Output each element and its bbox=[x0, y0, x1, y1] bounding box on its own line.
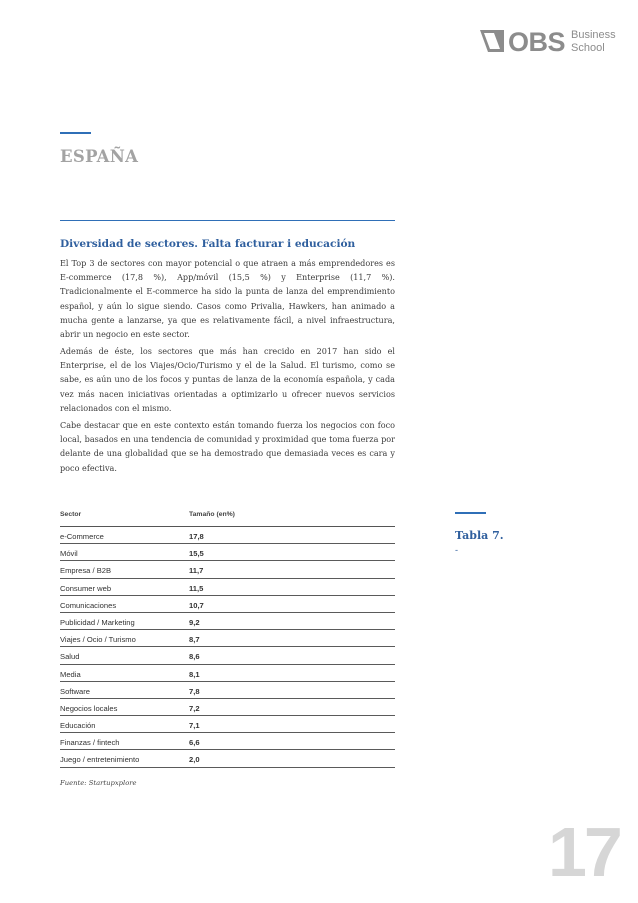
table-row bbox=[60, 716, 395, 733]
table-header-size: Tamaño (en%) bbox=[189, 511, 235, 518]
table-cell-sector: e-Commerce bbox=[60, 532, 104, 541]
table-cell-size: 9,2 bbox=[189, 617, 200, 627]
article-rule bbox=[60, 220, 395, 221]
article-paragraph-2: Además de éste, los sectores que más han crecido en 2017 han sido el Enterprise, el de los Viajes/Ocio/Turismo y el de la Salud. El turismo, como se sabe, es aún uno de los focos y puntas de lanza de la economía española, y cada vez más nacen iniciativas orientadas a optimizarlo u ofrecer nuevos servicios relacionados con el mismo. bbox=[60, 346, 395, 413]
table-cell-sector: Viajes / Ocio / Turismo bbox=[60, 635, 136, 645]
table-cell-size: 15,5 bbox=[189, 549, 204, 559]
table-cell-sector: Software bbox=[60, 686, 90, 696]
table-cell-sector: Educación bbox=[60, 721, 96, 731]
table-header-sector: Sector bbox=[60, 511, 82, 518]
obs-logo-icon bbox=[480, 30, 504, 52]
table-row bbox=[60, 527, 395, 544]
table-cell-sector: Publicidad / Marketing bbox=[60, 617, 135, 627]
logo-subtitle-line2: School bbox=[571, 42, 605, 54]
table-row bbox=[60, 699, 395, 716]
table-cell-size: 17,8 bbox=[189, 532, 204, 541]
table-label: Tabla 7. bbox=[455, 529, 504, 542]
table-row bbox=[60, 561, 395, 578]
table-row bbox=[60, 596, 395, 613]
article-paragraph-1: El Top 3 de sectores con mayor potencial o que atraen a más emprendedores es E-commerce (17,8 %), App/móvil (15,5 %) y Enterprise (11,7 %). Tradicionalmente el E-commerce ha sido la punta de lanza del emprendimiento español, y aún lo sigue siendo. Casos como Privalia, Hawkers, han animado a mucha gente a lanzarse, ya que es relativamente fácil, a nivel infraestructura, abrir un negocio en este sector. bbox=[60, 258, 395, 340]
table-row bbox=[60, 544, 395, 561]
table-source: Fuente: Startupxplore bbox=[60, 779, 137, 787]
table-row bbox=[60, 613, 395, 630]
table-cell-size: 10,7 bbox=[189, 600, 204, 610]
table-row bbox=[60, 682, 395, 699]
table-cell-sector: Móvil bbox=[60, 549, 78, 559]
table-cell-sector: Empresa / B2B bbox=[60, 566, 112, 576]
table-caption: - bbox=[455, 546, 459, 556]
table-cell-sector: Consumer web bbox=[60, 583, 112, 593]
table-row bbox=[60, 630, 395, 647]
section-title: ESPAÑA bbox=[60, 147, 139, 166]
table-cell-sector: Negocios locales bbox=[60, 703, 118, 713]
section-rule bbox=[60, 132, 91, 134]
table-label-rule bbox=[455, 512, 486, 514]
logo-subtitle bbox=[571, 29, 616, 55]
logo-subtitle-line1: Business bbox=[571, 29, 616, 41]
obs-logo bbox=[480, 24, 620, 64]
table-cell-size: 2,0 bbox=[189, 755, 200, 765]
table-cell-size: 7,1 bbox=[189, 721, 200, 731]
page-number: 17 bbox=[548, 813, 620, 891]
article-paragraph-3: Cabe destacar que en este contexto están tomando fuerza los negocios con foco local, basados en una tendencia de comunidad y proximidad que toma fuerza por delante de una globalidad que se ha demostrado que demasiada veces es cara y poco efectiva. bbox=[60, 420, 395, 473]
table-header bbox=[60, 508, 395, 526]
table-row bbox=[60, 665, 395, 682]
table-cell-size: 7,8 bbox=[189, 686, 200, 696]
table-cell-sector: Media bbox=[60, 669, 81, 679]
table-cell-size: 11,7 bbox=[189, 566, 204, 576]
table-cell-sector: Comunicaciones bbox=[60, 600, 117, 610]
table-cell-size: 8,1 bbox=[189, 669, 200, 679]
table-cell-sector: Finanzas / fintech bbox=[60, 738, 120, 748]
sector-table bbox=[60, 508, 395, 768]
table-cell-size: 8,6 bbox=[189, 652, 200, 662]
table-row bbox=[60, 647, 395, 664]
table-body bbox=[60, 527, 395, 768]
table-cell-sector: Salud bbox=[60, 652, 80, 662]
table-cell-sector: Juego / entretenimiento bbox=[60, 755, 140, 765]
table-row bbox=[60, 733, 395, 750]
table-cell-size: 7,2 bbox=[189, 703, 200, 713]
table-cell-size: 8,7 bbox=[189, 635, 200, 645]
table-row bbox=[60, 750, 395, 767]
logo-wordmark: OBS bbox=[508, 27, 566, 57]
table-row bbox=[60, 579, 395, 596]
table-cell-size: 11,5 bbox=[189, 583, 204, 593]
article-subtitle: Diversidad de sectores. Falta facturar i educación bbox=[60, 238, 356, 250]
table-cell-size: 6,6 bbox=[189, 738, 200, 748]
